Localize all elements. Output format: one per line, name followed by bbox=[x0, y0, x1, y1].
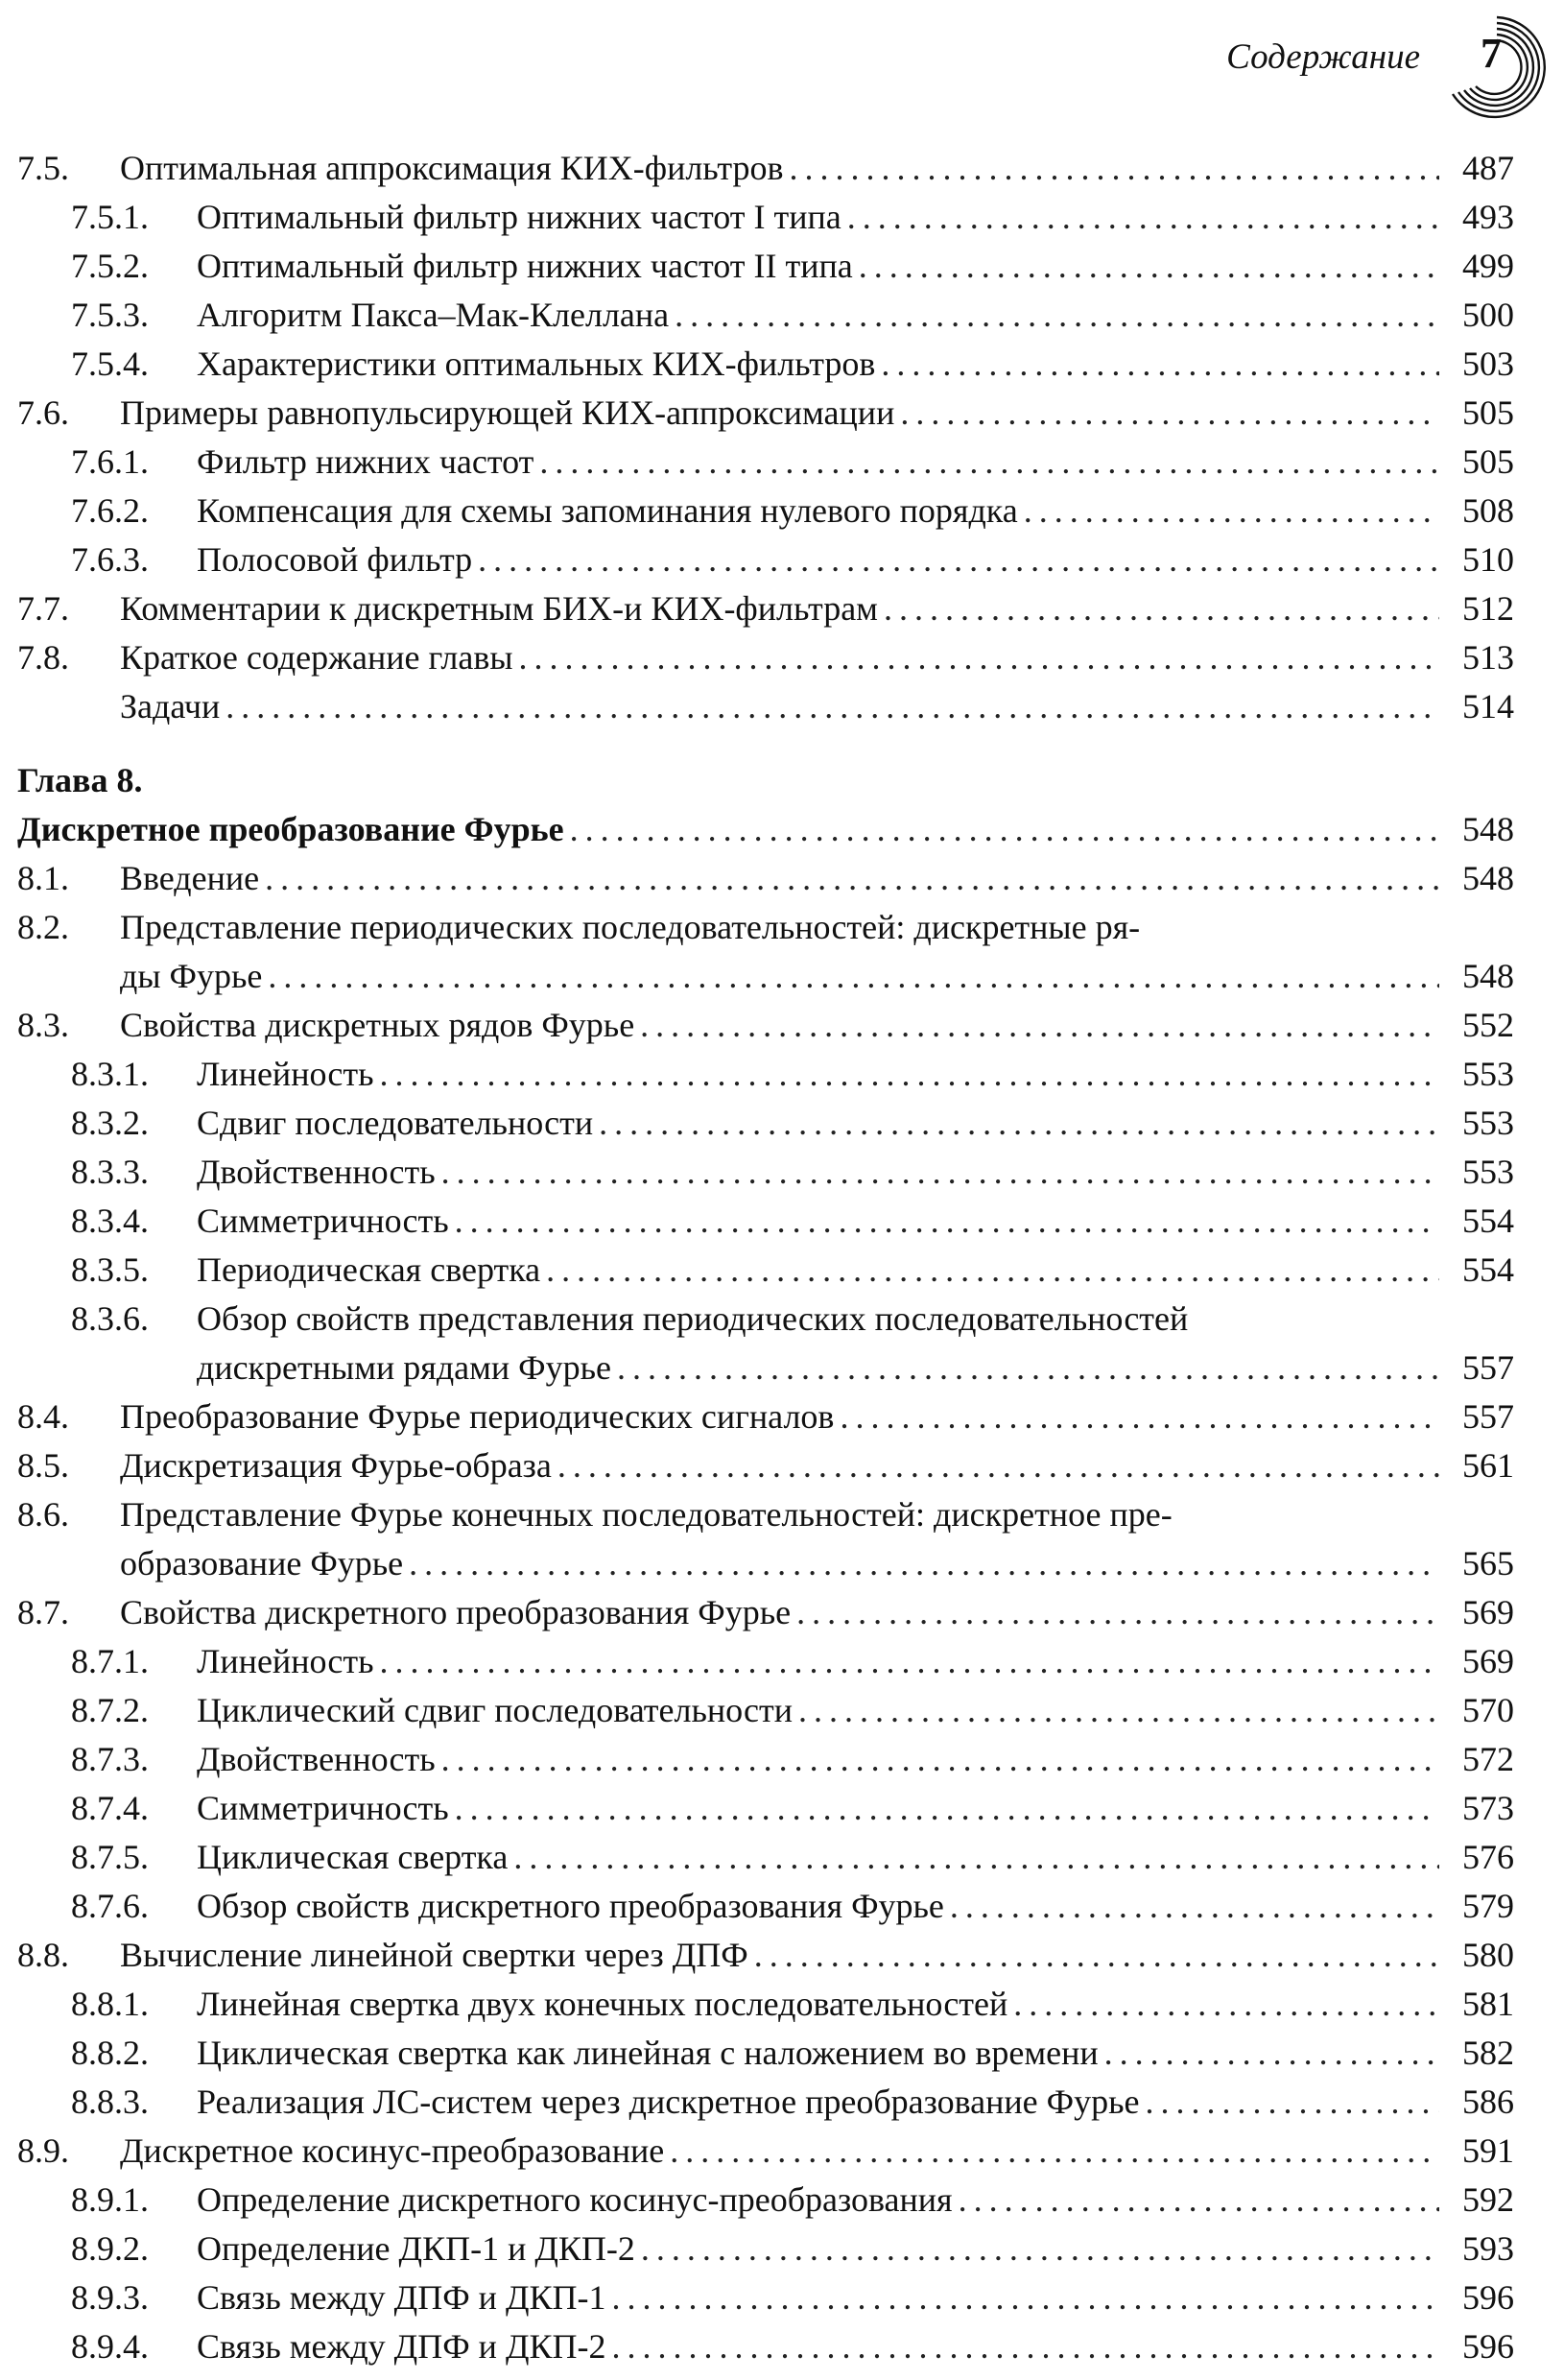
toc-entry[interactable] bbox=[17, 193, 1514, 242]
toc-entry-number: 8.7.3. bbox=[71, 1740, 149, 1778]
toc-entry-number: 7.5.3. bbox=[71, 296, 149, 334]
toc-entry-page: 596 bbox=[1462, 2278, 1514, 2317]
dot-leader bbox=[379, 1637, 1439, 1686]
dot-leader bbox=[840, 1392, 1439, 1441]
toc-entry-number: 8.9.4. bbox=[71, 2327, 149, 2366]
toc-entry[interactable] bbox=[17, 1735, 1514, 1784]
toc-entry-number: 7.6.1. bbox=[71, 442, 149, 481]
toc-entry[interactable] bbox=[17, 633, 1514, 682]
toc-entry-page: 499 bbox=[1462, 247, 1514, 285]
toc-entry[interactable] bbox=[17, 1637, 1514, 1686]
toc-entry[interactable] bbox=[17, 1686, 1514, 1735]
toc-entry-title: Полосовой фильтр bbox=[197, 540, 473, 579]
toc-entry-title: Циклическая свертка bbox=[197, 1838, 509, 1876]
chapter-page: 548 bbox=[1462, 810, 1514, 848]
dot-leader bbox=[570, 805, 1439, 854]
running-head-title: Содержание bbox=[1226, 37, 1420, 77]
toc-entry-page: 579 bbox=[1462, 1887, 1514, 1925]
dot-leader bbox=[441, 1148, 1439, 1197]
toc-entry[interactable] bbox=[17, 1980, 1514, 2029]
toc-section-chapter-7 bbox=[17, 144, 1514, 731]
dot-leader bbox=[1013, 1980, 1439, 2029]
toc-entry-page: 554 bbox=[1462, 1250, 1514, 1289]
toc-entry[interactable] bbox=[17, 1392, 1514, 1441]
toc-section-chapter-8 bbox=[17, 854, 1514, 2371]
toc-entry-title: Периодическая свертка bbox=[197, 1250, 541, 1289]
toc-entry-title: Циклический сдвиг последовательности bbox=[197, 1691, 794, 1729]
toc-entry-title: Связь между ДПФ и ДКП-1 bbox=[197, 2278, 606, 2317]
toc-entry-title: Связь между ДПФ и ДКП-2 bbox=[197, 2327, 606, 2366]
toc-entry-title: Краткое содержание главы bbox=[120, 638, 513, 677]
dot-leader bbox=[455, 1197, 1439, 1246]
toc-entry[interactable] bbox=[17, 2273, 1514, 2322]
toc-entry-number: 8.7.4. bbox=[71, 1789, 149, 1827]
dot-leader bbox=[1104, 2029, 1439, 2078]
toc-entry[interactable] bbox=[17, 1833, 1514, 1882]
toc-entry[interactable] bbox=[17, 2322, 1514, 2371]
toc-entry-title: Определение ДКП-1 и ДКП-2 bbox=[197, 2229, 635, 2268]
toc-entry-page: 552 bbox=[1462, 1006, 1514, 1044]
toc-entry[interactable] bbox=[17, 389, 1514, 438]
toc-entry-number: 8.6. bbox=[17, 1495, 69, 1534]
toc-entry[interactable] bbox=[17, 584, 1514, 633]
toc-entry[interactable] bbox=[17, 144, 1514, 193]
toc-entry-title: Двойственность bbox=[197, 1153, 436, 1191]
toc-entry-title-continued: дискретными рядами Фурье bbox=[197, 1348, 611, 1387]
dot-leader bbox=[599, 1099, 1439, 1148]
toc-entry-page: 500 bbox=[1462, 296, 1514, 334]
toc-entry-title: Вычисление линейной свертки через ДПФ bbox=[120, 1936, 748, 1974]
toc-entry[interactable] bbox=[17, 2078, 1514, 2127]
toc-entry[interactable] bbox=[17, 1588, 1514, 1637]
dot-leader bbox=[441, 1735, 1439, 1784]
toc-entry-page: 591 bbox=[1462, 2131, 1514, 2170]
dot-leader bbox=[1024, 487, 1439, 536]
toc-entry-number: 8.3.6. bbox=[71, 1299, 149, 1338]
toc-entry-title: Характеристики оптимальных КИХ-фильтров bbox=[197, 345, 876, 383]
toc-entry-page: 557 bbox=[1462, 1348, 1514, 1387]
dot-leader bbox=[409, 1539, 1439, 1588]
toc-entry-page: 493 bbox=[1462, 198, 1514, 236]
toc-entry-number: 8.7.5. bbox=[71, 1838, 149, 1876]
toc-entry-title: Свойства дискретного преобразования Фурье bbox=[120, 1593, 792, 1631]
toc-entry-page: 569 bbox=[1462, 1593, 1514, 1631]
dot-leader bbox=[881, 340, 1439, 389]
toc-entry-title: Определение дискретного косинус-преобразования bbox=[197, 2180, 953, 2219]
toc-entry-title: Свойства дискретных рядов Фурье bbox=[120, 1006, 635, 1044]
toc-entry-title: Представление Фурье конечных последовательностей: дискретное пре- bbox=[120, 1495, 1173, 1534]
dot-leader bbox=[455, 1784, 1439, 1833]
dot-leader bbox=[754, 1931, 1439, 1980]
toc-entry-continuation[interactable] bbox=[17, 952, 1514, 1001]
dot-leader bbox=[513, 1833, 1439, 1882]
toc-entry-page: 503 bbox=[1462, 345, 1514, 383]
toc-entry-number: 7.5.4. bbox=[71, 345, 149, 383]
toc-entry-number: 8.9.1. bbox=[71, 2180, 149, 2219]
toc-entry-page: 582 bbox=[1462, 2034, 1514, 2072]
toc-entry-page: 570 bbox=[1462, 1691, 1514, 1729]
toc-entry-page: 586 bbox=[1462, 2082, 1514, 2121]
toc-entry[interactable] bbox=[17, 1099, 1514, 1148]
toc-entry-number: 8.7.1. bbox=[71, 1642, 149, 1680]
dot-leader bbox=[519, 633, 1439, 682]
toc-entry-page: 514 bbox=[1462, 687, 1514, 726]
toc-entry[interactable] bbox=[17, 2127, 1514, 2176]
toc-entry[interactable] bbox=[17, 903, 1514, 952]
toc-entry-number: 8.7.2. bbox=[71, 1691, 149, 1729]
toc-entry-page: 596 bbox=[1462, 2327, 1514, 2366]
toc-entry-page: 561 bbox=[1462, 1446, 1514, 1485]
toc-entry[interactable] bbox=[17, 242, 1514, 291]
toc-entry-title: Примеры равнопульсирующей КИХ-аппроксимации bbox=[120, 393, 895, 432]
toc-entry-page: 592 bbox=[1462, 2180, 1514, 2219]
toc-entry-page: 569 bbox=[1462, 1642, 1514, 1680]
toc-entry-number: 8.3.5. bbox=[71, 1250, 149, 1289]
toc-entry-number: 8.3.4. bbox=[71, 1202, 149, 1240]
toc-entry-title: Дискретное косинус-преобразование bbox=[120, 2131, 665, 2170]
toc-entry-number: 8.9.2. bbox=[71, 2229, 149, 2268]
dot-leader bbox=[557, 1441, 1439, 1490]
toc-entry-number: 7.5. bbox=[17, 149, 69, 187]
toc-entry-title: Оптимальная аппроксимация КИХ-фильтров bbox=[120, 149, 784, 187]
toc-entry-page: 553 bbox=[1462, 1153, 1514, 1191]
toc-entry-number: 7.5.2. bbox=[71, 247, 149, 285]
toc-entry[interactable] bbox=[17, 854, 1514, 903]
toc-entry-title: Комментарии к дискретным БИХ-и КИХ-фильтрам bbox=[120, 589, 878, 628]
toc-entry-number: 8.7.6. bbox=[71, 1887, 149, 1925]
toc-entry-title: Симметричность bbox=[197, 1202, 449, 1240]
toc-entry-continuation[interactable] bbox=[17, 1344, 1514, 1392]
toc-entry[interactable] bbox=[17, 2225, 1514, 2273]
dot-leader bbox=[265, 854, 1439, 903]
toc-entry-number: 8.3. bbox=[17, 1006, 69, 1044]
toc-entry[interactable] bbox=[17, 1197, 1514, 1246]
toc-entry-title: Преобразование Фурье периодических сигналов bbox=[120, 1397, 835, 1436]
toc-entry-title: Задачи bbox=[120, 687, 221, 726]
toc-entry[interactable] bbox=[17, 1295, 1514, 1344]
toc-entry-title: Реализация ЛС-систем через дискретное преобразование Фурье bbox=[197, 2082, 1140, 2121]
toc-entry-page: 554 bbox=[1462, 1202, 1514, 1240]
toc-entry-page: 512 bbox=[1462, 589, 1514, 628]
toc-entry-number: 7.6.2. bbox=[71, 491, 149, 530]
chapter-title: Дискретное преобразование Фурье bbox=[17, 810, 564, 848]
toc-entry-page: 505 bbox=[1462, 393, 1514, 432]
toc-entry-page: 553 bbox=[1462, 1055, 1514, 1093]
toc-entry-title: Сдвиг последовательности bbox=[197, 1104, 594, 1142]
toc-entry-page: 581 bbox=[1462, 1985, 1514, 2023]
toc-entry-number: 8.8.1. bbox=[71, 1985, 149, 2023]
toc-entry[interactable] bbox=[17, 291, 1514, 340]
toc-entry[interactable] bbox=[17, 1490, 1514, 1539]
toc-entry-number: 8.7. bbox=[17, 1593, 69, 1631]
toc-entry-page: 572 bbox=[1462, 1740, 1514, 1778]
chapter-label: Глава 8. bbox=[17, 761, 143, 799]
toc-entry-number: 8.2. bbox=[17, 908, 69, 946]
toc-entry-page: 557 bbox=[1462, 1397, 1514, 1436]
dot-leader bbox=[612, 2273, 1440, 2322]
toc-entry-page: 565 bbox=[1462, 1544, 1514, 1583]
toc-entry-title: Двойственность bbox=[197, 1740, 436, 1778]
toc-entry-number: 8.4. bbox=[17, 1397, 69, 1436]
dot-leader bbox=[847, 193, 1439, 242]
toc-entry-page: 573 bbox=[1462, 1789, 1514, 1827]
toc-entry-number: 8.3.3. bbox=[71, 1153, 149, 1191]
toc-entry-continuation[interactable] bbox=[17, 1539, 1514, 1588]
dot-leader bbox=[884, 584, 1439, 633]
toc-entry-title: Алгоритм Пакса–Мак-Клеллана bbox=[197, 296, 670, 334]
dot-leader bbox=[790, 144, 1439, 193]
toc-entry[interactable] bbox=[17, 340, 1514, 389]
toc-entry[interactable] bbox=[17, 1001, 1514, 1050]
dot-leader bbox=[798, 1686, 1439, 1735]
toc-entry-number: 8.3.1. bbox=[71, 1055, 149, 1093]
toc-entry-title: Фильтр нижних частот bbox=[197, 442, 534, 481]
toc-entry-number: 8.9. bbox=[17, 2131, 69, 2170]
toc-entry-title: Введение bbox=[120, 859, 260, 897]
toc-entry-number: 8.9.3. bbox=[71, 2278, 149, 2317]
toc-entry-number: 8.8. bbox=[17, 1936, 69, 1974]
toc-entry-number: 8.5. bbox=[17, 1446, 69, 1485]
toc-entry-page: 487 bbox=[1462, 149, 1514, 187]
toc-entry-page: 548 bbox=[1462, 957, 1514, 995]
chapter-heading-row[interactable] bbox=[17, 805, 1514, 854]
dot-leader bbox=[670, 2127, 1439, 2176]
toc-entry[interactable] bbox=[17, 1050, 1514, 1099]
toc-entry-title: Представление периодических последовательностей: дискретные ря- bbox=[120, 908, 1141, 946]
chapter-heading-label bbox=[17, 756, 1514, 805]
table-of-contents bbox=[17, 144, 1514, 2371]
toc-entry-page: 593 bbox=[1462, 2229, 1514, 2268]
toc-entry-title: Линейность bbox=[197, 1642, 374, 1680]
toc-entry-number: 7.7. bbox=[17, 589, 69, 628]
toc-entry-title: Линейность bbox=[197, 1055, 374, 1093]
toc-entry-page: 553 bbox=[1462, 1104, 1514, 1142]
toc-entry-title-continued: ды Фурье bbox=[120, 957, 263, 995]
toc-entry-number: 7.5.1. bbox=[71, 198, 149, 236]
toc-entry-title-continued: образование Фурье bbox=[120, 1544, 404, 1583]
toc-entry-title: Линейная свертка двух конечных последовательностей bbox=[197, 1985, 1008, 2023]
toc-entry-title: Обзор свойств представления периодических последовательностей bbox=[197, 1299, 1189, 1338]
dot-leader bbox=[612, 2322, 1440, 2371]
toc-entry[interactable] bbox=[17, 1246, 1514, 1295]
dot-leader bbox=[546, 1246, 1439, 1295]
dot-leader bbox=[675, 291, 1439, 340]
toc-entry[interactable] bbox=[17, 2029, 1514, 2078]
toc-entry-number: 8.8.3. bbox=[71, 2082, 149, 2121]
toc-entry[interactable] bbox=[17, 1784, 1514, 1833]
toc-entry-number: 7.8. bbox=[17, 638, 69, 677]
toc-entry-title: Оптимальный фильтр нижних частот II типа bbox=[197, 247, 853, 285]
toc-entry-number: 8.8.2. bbox=[71, 2034, 149, 2072]
dot-leader bbox=[641, 2225, 1439, 2273]
dot-leader bbox=[539, 438, 1439, 487]
toc-entry-page: 505 bbox=[1462, 442, 1514, 481]
toc-entry-title: Обзор свойств дискретного преобразования Фурье bbox=[197, 1887, 944, 1925]
toc-entry[interactable] bbox=[17, 487, 1514, 536]
toc-entry[interactable] bbox=[17, 1931, 1514, 1980]
toc-entry-page: 580 bbox=[1462, 1936, 1514, 1974]
toc-entry-page: 510 bbox=[1462, 540, 1514, 579]
dot-leader bbox=[796, 1588, 1439, 1637]
toc-entry-title: Циклическая свертка как линейная с наложением во времени bbox=[197, 2034, 1099, 2072]
toc-entry-page: 576 bbox=[1462, 1838, 1514, 1876]
toc-entry-page: 508 bbox=[1462, 491, 1514, 530]
dot-leader bbox=[617, 1344, 1439, 1392]
toc-entry-number: 7.6.3. bbox=[71, 540, 149, 579]
dot-leader bbox=[950, 1882, 1439, 1931]
dot-leader bbox=[478, 536, 1439, 584]
toc-entry-number: 8.1. bbox=[17, 859, 69, 897]
toc-entry[interactable] bbox=[17, 438, 1514, 487]
toc-entry-title: Оптимальный фильтр нижних частот I типа bbox=[197, 198, 841, 236]
dot-leader bbox=[859, 242, 1439, 291]
toc-entry-title: Компенсация для схемы запоминания нулевого порядка bbox=[197, 491, 1018, 530]
toc-entry[interactable] bbox=[17, 536, 1514, 584]
dot-leader bbox=[268, 952, 1439, 1001]
dot-leader bbox=[640, 1001, 1439, 1050]
toc-entry[interactable] bbox=[17, 1882, 1514, 1931]
page-number: 7 bbox=[1481, 30, 1502, 77]
dot-leader bbox=[959, 2176, 1439, 2225]
dot-leader bbox=[1145, 2078, 1439, 2127]
toc-entry[interactable] bbox=[17, 1441, 1514, 1490]
toc-entry-title: Дискретизация Фурье-образа bbox=[120, 1446, 552, 1485]
toc-entry[interactable] bbox=[17, 2176, 1514, 2225]
toc-entry-number: 7.6. bbox=[17, 393, 69, 432]
dot-leader bbox=[379, 1050, 1439, 1099]
dot-leader bbox=[225, 682, 1439, 731]
toc-entry-title: Симметричность bbox=[197, 1789, 449, 1827]
toc-entry-page: 548 bbox=[1462, 859, 1514, 897]
toc-entry-page: 513 bbox=[1462, 638, 1514, 677]
toc-entry[interactable] bbox=[17, 1148, 1514, 1197]
toc-entry[interactable] bbox=[17, 682, 1514, 731]
toc-entry-number: 8.3.2. bbox=[71, 1104, 149, 1142]
dot-leader bbox=[900, 389, 1439, 438]
